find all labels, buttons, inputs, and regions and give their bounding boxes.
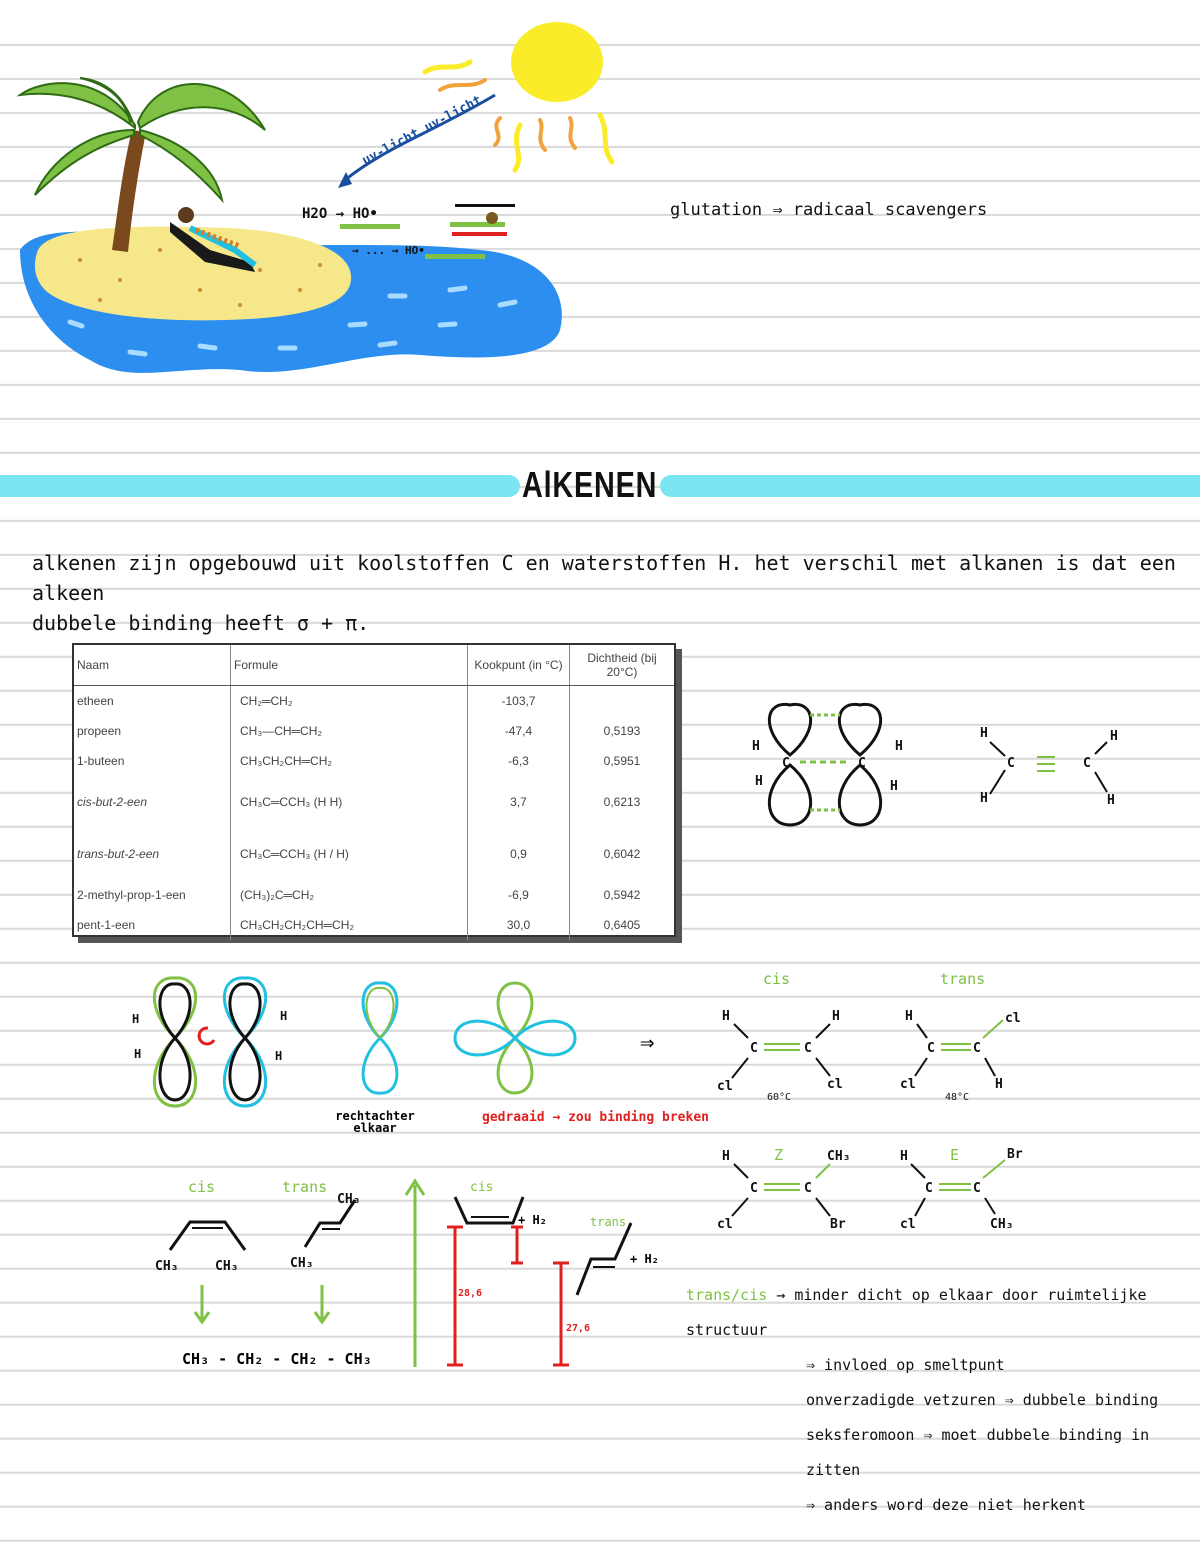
energy-cis-value: 28,6 [458,1288,483,1299]
table-header-row [74,645,674,686]
note-line-1 [686,1278,1200,1348]
energy-trans-value: 27,6 [566,1323,591,1334]
svg-text:H: H [995,1077,1003,1092]
island-illustration [0,0,1200,420]
section-title: AlKENEN [522,464,658,505]
svg-text:CH₃: CH₃ [827,1149,851,1164]
svg-text:CH₃: CH₃ [337,1192,361,1207]
e-isomer [895,1140,1045,1240]
table-row [74,776,674,828]
cell-formule: (CH₃)₂C═CH₂ [231,880,468,910]
hydrogenation-arrows [190,1280,340,1330]
svg-text:C: C [804,1041,812,1056]
svg-text:C: C [804,1181,812,1196]
alkenes-table [72,643,676,937]
reaction-1: H2O → HO• [302,206,378,222]
cell-formule: CH₃C═CCH₃ (H H) [231,776,468,828]
reaction-2: → ... → HO• [352,244,425,257]
table-row [74,686,674,717]
cell-dichtheid: 0,5942 [603,888,641,902]
svg-text:CH₃: CH₃ [290,1256,314,1271]
svg-text:H: H [980,726,988,741]
svg-text:H: H [905,1009,913,1024]
cell-kookpunt: -6,9 [468,880,570,910]
cell-naam: trans-but-2-een [74,828,231,880]
svg-text:H: H [275,1049,283,1063]
table-row [74,880,674,910]
svg-text:H: H [722,1009,730,1024]
svg-text:C: C [782,756,790,771]
svg-text:C: C [927,1041,935,1056]
header-naam: Naam [74,645,231,686]
svg-text:C: C [925,1181,933,1196]
svg-text:H: H [1107,793,1115,808]
cell-kookpunt: -6,3 [468,746,570,776]
aligned-orbital [350,978,410,1098]
cell-naam: propeen [74,716,231,746]
svg-text:C: C [858,756,866,771]
header-formule: Formule [231,645,468,686]
cell-kookpunt: -103,7 [468,686,570,717]
cell-dichtheid: 0,5193 [603,724,641,738]
note-line-2: ⇒ invloed op smeltpunt [806,1356,1005,1374]
note-line-1-text: → minder dicht op elkaar door ruimtelijke structuur [686,1286,1147,1339]
svg-text:H: H [832,1009,840,1024]
svg-text:cl: cl [827,1077,843,1092]
table-row [74,910,674,940]
svg-text:cl: cl [900,1077,916,1092]
svg-text:CH₃: CH₃ [215,1259,239,1274]
cell-dichtheid [570,686,675,717]
implies-arrow: ⇒ [640,1028,655,1056]
svg-text:cl: cl [1005,1011,1021,1026]
h2-label-trans: + H₂ [630,1252,659,1266]
header-dichtheid: Dichtheid (bij 20°C) [570,645,675,686]
twisted-label [482,1110,709,1125]
svg-text:CH₃: CH₃ [155,1259,179,1274]
header-kookpunt: Kookpunt (in °C) [468,645,570,686]
svg-text:cl: cl [900,1217,916,1232]
note-trans-cis-key: trans/cis [686,1286,768,1304]
notes-block [686,1278,1200,1523]
cell-formule: CH₃CH₂CH₂CH═CH₂ [231,910,468,940]
svg-text:H: H [722,1149,730,1164]
cell-dichtheid: 0,5951 [603,754,641,768]
cell-formule: CH₃—CH═CH₂ [231,716,468,746]
cis-label: cis [763,970,791,988]
cell-dichtheid: 0,6213 [603,795,641,809]
svg-text:H: H [895,739,903,754]
uv-light-label: uv-licht uv-licht [359,92,485,169]
sun [511,22,603,102]
cell-naam: 1-buteen [74,746,231,776]
table-row [74,746,674,776]
section-header [0,464,1200,505]
skeletal-trans-label: trans [282,1178,328,1196]
table-row [74,716,674,746]
pi-overlap-diagram [130,968,305,1113]
trans-dichloroethene [895,1000,1045,1110]
cell-naam: etheen [74,686,231,717]
svg-text:C: C [750,1041,758,1056]
ethene-orbital-diagram [740,690,920,840]
intro-line-1: alkenen zijn opgebouwd uit koolstoffen C en waterstoffen H. het verschil met alkanen is dat een alkeen [32,551,1176,605]
cell-kookpunt: 0,9 [468,828,570,880]
energy-cis-label: cis [470,1180,494,1195]
cis-bp: 60°C [767,1092,792,1103]
svg-text:CH₃: CH₃ [990,1217,1014,1232]
svg-text:H: H [132,1012,140,1026]
svg-text:Br: Br [1007,1147,1023,1162]
svg-text:C: C [1083,756,1091,771]
cis-but-2-ene-skeletal [150,1210,260,1280]
cell-formule: CH₃C═CCH₃ (H / H) [231,828,468,880]
cell-naam: 2-methyl-prop-1-een [74,880,231,910]
note-line-4: seksferomoon ⇒ moet dubbele binding in zitten [806,1426,1150,1479]
cell-kookpunt: -47,4 [468,716,570,746]
energy-trans-label: trans [590,1215,627,1229]
trans-but-2-ene-skeletal [285,1185,375,1280]
svg-text:H: H [1110,729,1118,744]
twisted-orbital [450,978,580,1098]
svg-text:H: H [752,739,760,754]
svg-text:C: C [973,1041,981,1056]
cell-dichtheid: 0,6405 [603,918,641,932]
cell-naam: cis-but-2-een [74,776,231,828]
svg-text:C: C [750,1181,758,1196]
note-line-5: ⇒ anders word deze niet herkent [806,1496,1086,1514]
twisted-label-text: gedraaid → zou binding breken [482,1110,709,1125]
aligned-label: rechtachter elkaar [335,1109,415,1135]
cell-formule: CH₂═CH₂ [231,686,468,717]
svg-text:Br: Br [830,1217,846,1232]
h2-label-cis: + H₂ [518,1213,547,1227]
svg-text:H: H [890,779,898,794]
cell-dichtheid: 0,6042 [603,847,641,861]
energy-diagram [395,1175,685,1375]
trans-bp: 48°C [945,1092,970,1103]
cell-kookpunt: 3,7 [468,776,570,828]
svg-text:cl: cl [717,1079,733,1094]
ethene-structure [965,722,1135,812]
cell-naam: pent-1-een [74,910,231,940]
svg-text:H: H [980,791,988,806]
svg-text:H: H [134,1047,142,1061]
svg-text:H: H [900,1149,908,1164]
svg-text:C: C [1007,756,1015,771]
z-isomer [712,1140,862,1240]
intro-line-2: dubbele binding heeft σ + π. [32,611,370,635]
cell-kookpunt: 30,0 [468,910,570,940]
title-bar-right [660,475,1200,497]
e-label: E [950,1146,960,1164]
svg-text:C: C [973,1181,981,1196]
z-label: Z [774,1146,784,1164]
svg-text:H: H [755,774,763,789]
cell-formule: CH₃CH₂CH═CH₂ [231,746,468,776]
svg-text:cl: cl [717,1217,733,1232]
svg-text:H: H [280,1009,288,1023]
intro-text [32,548,1200,638]
glutathione-note: glutation ⇒ radicaal scavengers [670,200,988,220]
butane-product: CH₃ - CH₂ - CH₂ - CH₃ [182,1350,372,1368]
title-bar-left [0,475,520,497]
cis-dichloroethene [712,1000,862,1110]
table-row [74,828,674,880]
skeletal-cis-label: cis [188,1178,216,1196]
trans-label: trans [940,970,986,988]
note-line-3: onverzadigde vetzuren ⇒ dubbele binding [806,1391,1159,1409]
